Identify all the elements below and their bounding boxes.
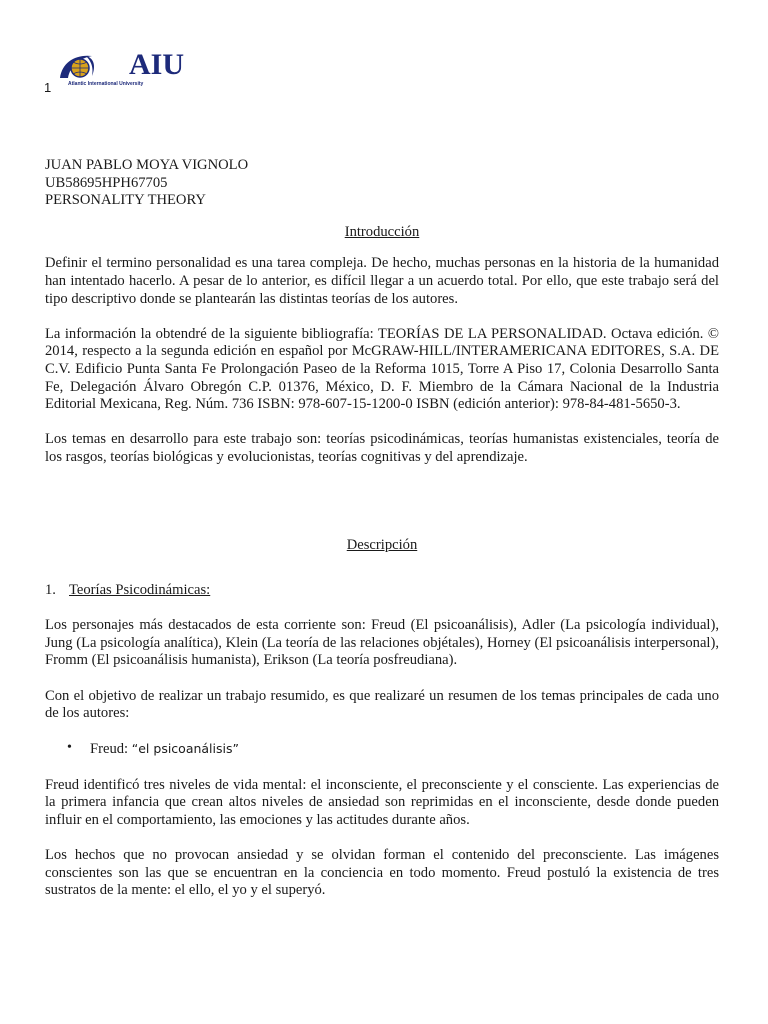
section-1-heading bbox=[45, 582, 719, 600]
author-name: JUAN PABLO MOYA VIGNOLO bbox=[45, 157, 249, 173]
course-name: PERSONALITY THEORY bbox=[45, 192, 206, 209]
page-number: 1 bbox=[44, 80, 52, 95]
section-1-paragraph-preconscious: Los hechos que no provocan ansiedad y se olvidan forman el contenido del preconsciente. Las imágenes conscientes son las que se encuentran en la conciencia en todo momento. Freud postuló la existencia de tres sustratos de la mente: el ello, el yo y el superyó. bbox=[45, 847, 719, 899]
student-id: UB58695HPH67705 bbox=[45, 174, 168, 191]
document-body bbox=[45, 157, 719, 900]
bullet-icon: • bbox=[67, 740, 72, 756]
section-1-paragraph-freud-levels: Freud identificó tres niveles de vida mental: el inconsciente, el preconsciente y el consciente. Las experiencias de la primera infancia que crean altos niveles de ansiedad son reprimidas en el inconsciente, desde donde pueden influir en el comportamiento, las emociones y las actitudes durante años. bbox=[45, 776, 719, 828]
logo-subtitle: Atlantic International University bbox=[68, 81, 144, 87]
section-1-title: Teorías Psicodinámicas: bbox=[69, 582, 211, 599]
intro-heading: Introducción bbox=[344, 223, 420, 240]
section-1-paragraph-authors: Los personajes más destacados de esta corriente son: Freud (El psicoanálisis), Adler (La psicología individual), Jung (La psicología analítica), Klein (La teoría de las relaciones objétales), Horney (El psicoanálisis interpersonal), Fromm (El psicoanálisis humanista), Erikson (La teoría posfreudiana). bbox=[45, 617, 719, 669]
description-heading: Descripción bbox=[346, 536, 418, 553]
bullet-freud-label: Freud: bbox=[90, 741, 132, 758]
intro-paragraph-1: Definir el termino personalidad es una tarea compleja. De hecho, muchas personas en la historia de la humanidad han intentado hacerlo. A pesar de lo anterior, es difícil llegar a un acuerdo total. Por ello, que este trabajo será del tipo descriptivo donde se plantearán las distintas teorías de los autores. bbox=[45, 255, 719, 307]
aiu-logo bbox=[56, 48, 185, 92]
bullet-freud bbox=[45, 740, 719, 759]
bullet-freud-quote: “el psicoanálisis” bbox=[131, 741, 239, 757]
section-1-number: 1. bbox=[45, 582, 56, 599]
logo-wordmark: AIU bbox=[129, 48, 185, 81]
section-1-paragraph-objective: Con el objetivo de realizar un trabajo resumido, es que realizaré un resumen de los temas principales de cada uno de los autores: bbox=[45, 687, 719, 722]
intro-paragraph-bibliography: La información la obtendré de la siguiente bibliografía: TEORÍAS DE LA PERSONALIDAD. Octava edición. © 2014, respecto a la segunda edición en español por McGRAW-HILL/INTERAMERICANA EDITORES, S.A. DE C.V. Edificio Punta Santa Fe Prolongación Paseo de la Reforma 1015, Torre A Piso 17, Colonia Desarrollo Santa Fe, Delegación Álvaro Obregón C.P. 01376, México, D. F. Miembro de la Cámara Nacional de la Industria Editorial Mexicana, Reg. Núm. 736 ISBN: 978-607-15-1200-0 ISBN (edición anterior): 978-84-481-5650-3. bbox=[45, 325, 719, 413]
intro-paragraph-topics: Los temas en desarrollo para este trabajo son: teorías psicodinámicas, teorías humanistas existenciales, teoría de los rasgos, teorías biológicas y evolucionistas, teorías cognitivas y del aprendizaje. bbox=[45, 431, 719, 465]
aiu-globe-icon bbox=[56, 50, 98, 84]
